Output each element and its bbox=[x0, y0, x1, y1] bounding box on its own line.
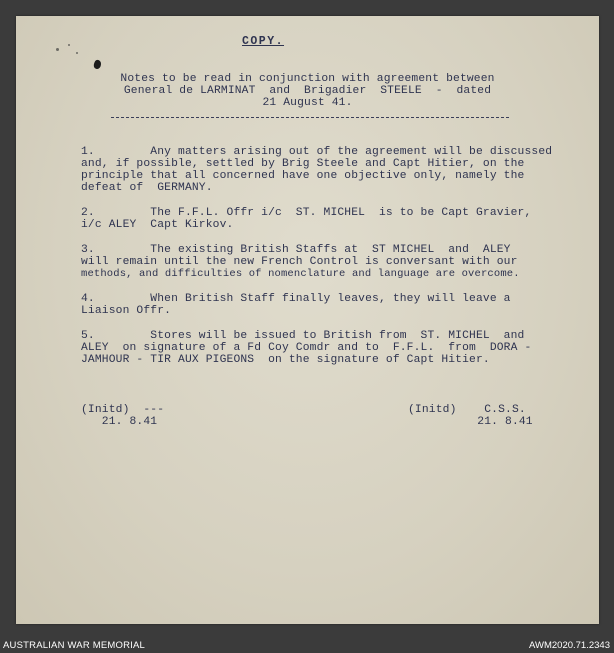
intro-line: Notes to be read in conjunction with agreement between bbox=[120, 73, 495, 85]
document-page bbox=[16, 16, 599, 624]
paragraph-line: ALEY on signature of a Fd Coy Comdr and to F.F.L. from DORA - bbox=[81, 342, 532, 354]
signature-right-initials: (Initd) C.S.S. bbox=[408, 404, 526, 416]
paragraph-line: i/c ALEY Capt Kirkov. bbox=[81, 219, 234, 231]
intro-line: General de LARMINAT and Brigadier STEELE - dated bbox=[123, 85, 492, 97]
footer-institution: AUSTRALIAN WAR MEMORIAL bbox=[3, 640, 146, 651]
divider-line bbox=[111, 117, 509, 118]
paragraph-line: 1. Any matters arising out of the agreement will be discussed bbox=[81, 146, 553, 158]
paragraph-line: principle that all concerned have one objective only, namely the bbox=[81, 170, 525, 182]
paragraph-line: defeat of GERMANY. bbox=[81, 182, 213, 194]
signature-left-initials: (Initd) --- bbox=[81, 404, 165, 416]
intro-line: 21 August 41. bbox=[262, 97, 353, 109]
paper-speck bbox=[56, 48, 59, 51]
signature-left-date: 21. 8.41 bbox=[81, 416, 158, 428]
ink-blot bbox=[93, 59, 103, 70]
paragraph-line: Liaison Offr. bbox=[81, 305, 172, 317]
paper-speck bbox=[68, 44, 70, 46]
paragraph-line: JAMHOUR - TIR AUX PIGEONS on the signature of Capt Hitier. bbox=[81, 354, 490, 366]
paragraph-line: and, if possible, settled by Brig Steele and Capt Hitier, on the bbox=[81, 158, 525, 170]
paragraph-line: 2. The F.F.L. Offr i/c ST. MICHEL is to be Capt Gravier, bbox=[81, 207, 532, 219]
paragraph-line: will remain until the new French Control is conversant with our bbox=[81, 256, 518, 268]
paragraph-line: 5. Stores will be issued to British from ST. MICHEL and bbox=[81, 330, 525, 342]
paragraph-line: methods, and difficulties of nomenclature and language are overcome. bbox=[81, 268, 520, 280]
paragraph-line: 3. The existing British Staffs at ST MICHEL and ALEY bbox=[81, 244, 511, 256]
signature-right-date: 21. 8.41 bbox=[408, 416, 533, 428]
footer-bar bbox=[0, 639, 614, 653]
footer-accession-number: AWM2020.71.2343 bbox=[529, 640, 610, 651]
paper-speck bbox=[76, 52, 78, 54]
document-title: COPY. bbox=[242, 35, 285, 48]
paragraph-line: 4. When British Staff finally leaves, they will leave a bbox=[81, 293, 511, 305]
